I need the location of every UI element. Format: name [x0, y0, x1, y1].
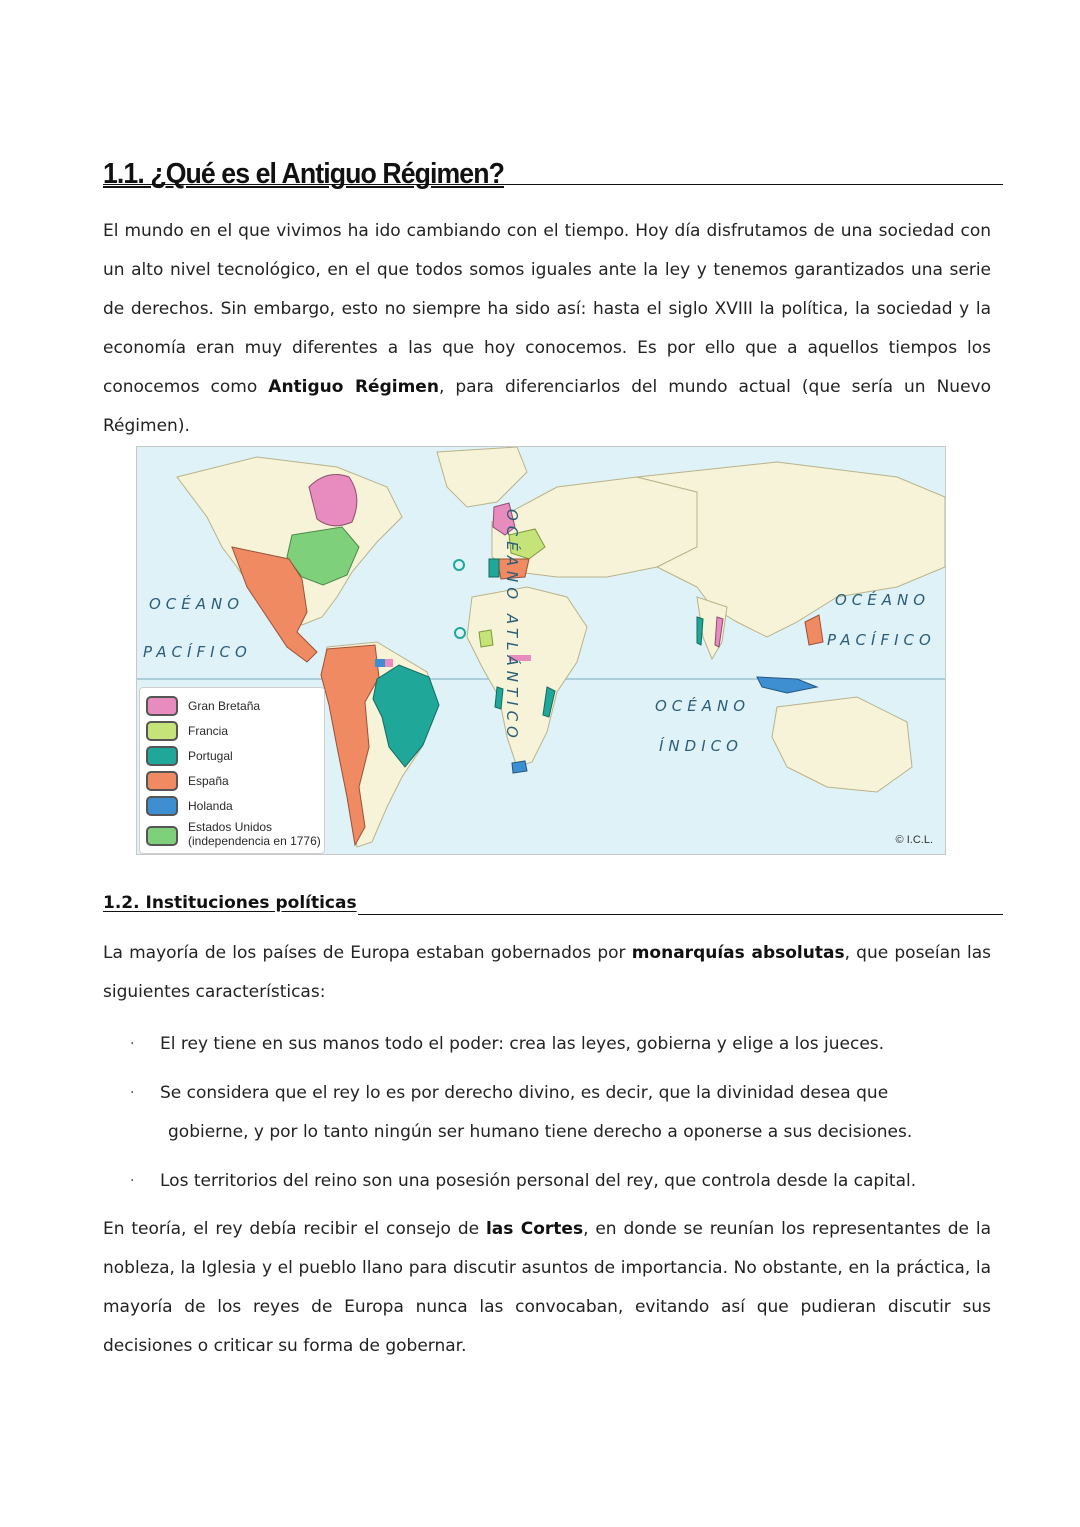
list-item [130, 1162, 990, 1201]
heading-rule [358, 914, 1003, 915]
list-item-text: El rey tiene en sus manos todo el poder: crea las leyes, gobierna y elige a los jueces. [160, 1034, 885, 1054]
cortes-paragraph [103, 1210, 991, 1366]
intro-paragraph [103, 212, 991, 446]
bullet-dot: · [130, 1085, 135, 1101]
dutch-cape [512, 761, 527, 773]
intro-2-text-2: , que poseían las siguientes características: [103, 943, 992, 1002]
pacific-right-label-1: OCÉANO [835, 591, 931, 609]
legend-label [188, 820, 321, 848]
cortes-text-2: , en donde se reunían los representantes de la nobleza, la Iglesia y el pueblo llano para discutir asuntos de importancia. No obstante, en la práctica, la mayoría de los reyes de Europa nunca las convocaban, evitando así que pudieran discutir sus decisiones o criticar su forma de gobernar. [103, 1219, 991, 1356]
characteristics-list [130, 1025, 990, 1211]
map-credit: © I.C.L. [895, 834, 933, 846]
bullet-dot: · [130, 1173, 135, 1189]
senegal [479, 630, 493, 647]
legend-swatch [146, 721, 178, 741]
list-item [130, 1025, 990, 1064]
legend-swatch [146, 696, 178, 716]
legend-label-line-1: Estados Unidos [188, 820, 273, 834]
intro-text-1: El mundo en el que vivimos ha ido cambiando con el tiempo. Hoy día disfrutamos de una sociedad con un alto nivel tecnológico, en el que todos somos iguales ante la ley y tenemos garantizados una serie de derechos. Sin embargo, esto no siempre ha sido así: hasta el siglo XVIII la política, la sociedad y la economía eran muy diferentes a las que hoy conocemos. Es por ello que a aquellos tiempos los conocemos como [103, 221, 991, 397]
portugal [489, 559, 499, 577]
cortes-term: las Cortes [485, 1219, 584, 1239]
legend-swatch [146, 826, 178, 846]
pacific-left-label-1: OCÉANO [149, 595, 245, 613]
list-item [130, 1074, 990, 1152]
legend-swatch [146, 746, 178, 766]
colonial-empires-map [136, 446, 946, 855]
angola [495, 687, 503, 709]
atlantic-label: OCÉANO ATLÁNTICO [503, 509, 521, 743]
list-item-text: Se considera que el rey lo es por derecho divino, es decir, que la divinidad desea que [160, 1083, 889, 1103]
dutch-guiana [375, 659, 385, 667]
monarquias-term: monarquías absolutas [631, 943, 845, 963]
indian-label-2: ÍNDICO [659, 737, 743, 755]
cortes-text-1: En teoría, el rey debía recibir el consejo de [103, 1219, 486, 1239]
legend-label: Francia [188, 724, 229, 738]
section-1-title: 1.1. ¿Qué es el Antiguo Régimen? [103, 158, 504, 190]
legend-label: Gran Bretaña [188, 699, 261, 713]
pacific-left-label-2: PACÍFICO [143, 643, 252, 661]
intro-text-2: , para diferenciarlos del mundo actual (que sería un Nuevo Régimen). [103, 377, 991, 436]
antiguo-regimen-term: Antiguo Régimen [268, 377, 439, 397]
legend-swatch [146, 771, 178, 791]
legend-swatch [146, 796, 178, 816]
pacific-right-label-2: PACÍFICO [827, 631, 936, 649]
list-item-text: Los territorios del reino son una posesión personal del rey, que controla desde la capital. [160, 1171, 917, 1191]
legend-label: Holanda [188, 799, 233, 813]
section-2-intro [103, 934, 991, 1012]
british-guiana [385, 659, 393, 667]
legend-label: Portugal [188, 749, 233, 763]
map-legend [139, 687, 325, 854]
section-2-heading [103, 893, 1003, 919]
indian-label-1: OCÉANO [655, 697, 751, 715]
legend-label-line-2: (independencia en 1776) [188, 834, 321, 848]
section-1-heading [103, 158, 1003, 190]
section-2-title: 1.2. Instituciones políticas [103, 893, 357, 913]
list-item-continuation: gobierne, y por lo tanto ningún ser humano tiene derecho a oponerse a sus decisiones. [168, 1122, 913, 1142]
bullet-dot: · [130, 1036, 135, 1052]
legend-label: España [188, 774, 229, 788]
intro-2-text-1: La mayoría de los países de Europa estaban gobernados por [103, 943, 632, 963]
